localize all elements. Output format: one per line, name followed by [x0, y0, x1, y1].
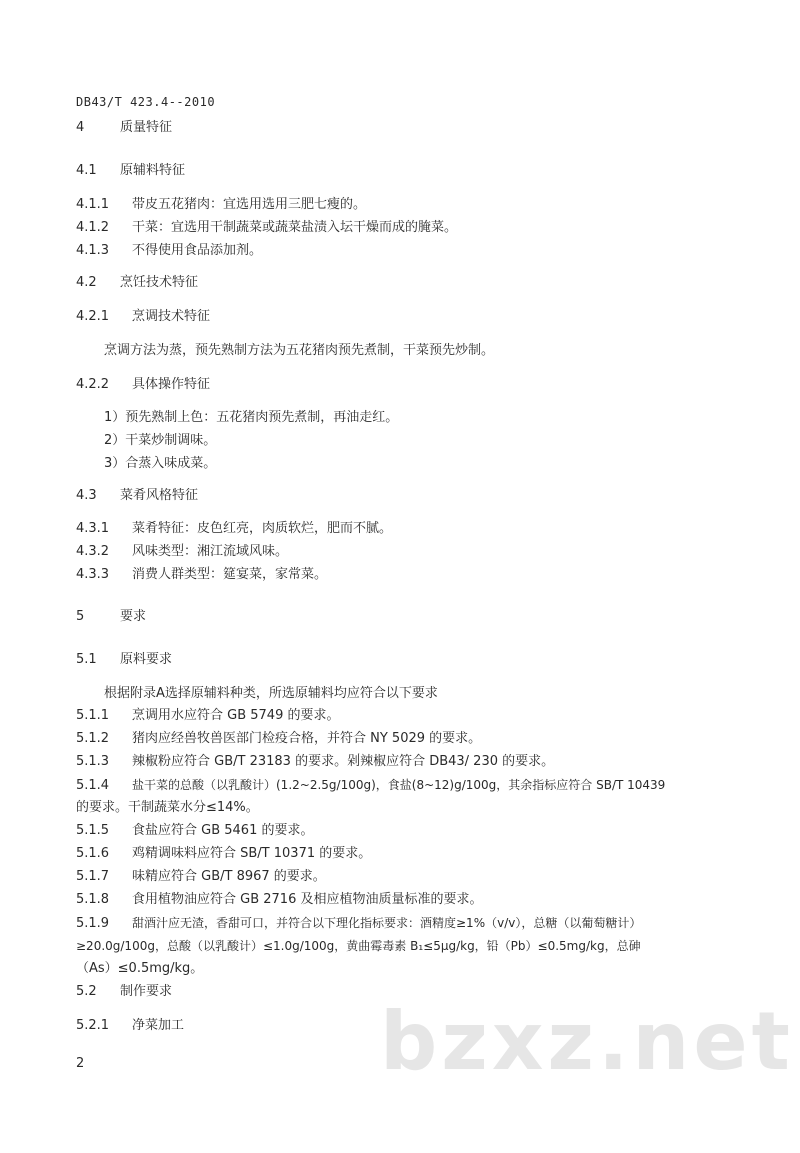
clause-number: 5.1.2: [76, 731, 110, 746]
clause-number: 5.2.1: [76, 1018, 110, 1033]
section-heading: [76, 984, 172, 1000]
clause-text: 带皮五花猪肉：宜选用选用三肥七瘦的。: [132, 197, 367, 212]
clause-text: 烹调技术特征: [132, 309, 211, 324]
watermark: bzxz.net: [380, 995, 794, 1088]
clause: [76, 521, 392, 537]
clause: [76, 754, 554, 770]
section-heading: [76, 275, 198, 291]
clause-continuation: 的要求。干制蔬菜水分≤14%。: [76, 800, 259, 815]
clause-number: 5.1.5: [76, 823, 110, 838]
clause-number: 4.1.2: [76, 220, 110, 235]
section-text: 菜肴风格特征: [120, 488, 199, 503]
clause-continuation: ≥20.0g/100g，总酸（以乳酸计）≤1.0g/100g，黄曲霉毒素 B₁≤5μg/kg，铅（Pb）≤0.5mg/kg，总砷: [76, 939, 641, 953]
clause-text: 鸡精调味料应符合 SB/T 10371 的要求。: [132, 846, 372, 861]
clause-text: 猪肉应经兽牧兽医部门检疫合格，并符合 NY 5029 的要求。: [132, 731, 482, 746]
section-number: 4.2: [76, 275, 97, 290]
list-item: 3）合蒸入味成菜。: [104, 456, 217, 471]
section-heading: [76, 488, 198, 504]
section-number: 4.3: [76, 488, 97, 503]
clause-number: 5.1.1: [76, 708, 110, 723]
clause-number: 4.2.2: [76, 377, 110, 392]
clause: [76, 731, 481, 747]
section-number: 4.1: [76, 163, 97, 178]
section-heading: [76, 120, 172, 136]
clause-text: 甜酒汁应无渣，香甜可口，并符合以下理化指标要求：酒精度≥1%（v/v），总糖（以葡萄糖计）: [132, 916, 642, 930]
section-text: 烹饪技术特征: [120, 275, 199, 290]
clause-text: 烹调用水应符合 GB 5749 的要求。: [132, 708, 340, 723]
clause-continuation: （As）≤0.5mg/kg。: [76, 961, 204, 976]
list-item: 2）干菜炒制调味。: [104, 433, 217, 448]
clause-text: 盐干菜的总酸（以乳酸计）(1.2~2.5g/100g)，食盐(8~12)g/100g，其余指标应符合 SB/T 10439: [132, 778, 666, 792]
clause: [76, 823, 313, 839]
clause-number: 5.1.6: [76, 846, 110, 861]
paragraph: 根据附录A选择原辅料种类，所选原辅料均应符合以下要求: [104, 686, 438, 701]
clause: [76, 708, 339, 724]
clause: [76, 915, 641, 932]
clause-text: 菜肴特征：皮色红亮，肉质软烂，肥而不腻。: [132, 521, 393, 536]
clause: [76, 892, 482, 908]
clause-number: 5.1.9: [76, 916, 110, 931]
section-number: 5: [76, 609, 85, 624]
clause-text: 不得使用食品添加剂。: [132, 243, 263, 258]
clause-text: 风味类型：湘江流域风味。: [132, 544, 289, 559]
document-header-code: DB43/T 423.4--2010: [76, 95, 216, 109]
subsection-heading: [76, 309, 210, 325]
clause-text: 味精应符合 GB/T 8967 的要求。: [132, 869, 326, 884]
clause-number: 5.1.8: [76, 892, 110, 907]
section-text: 要求: [120, 609, 147, 624]
section-text: 质量特征: [120, 120, 173, 135]
section-number: 5.2: [76, 984, 97, 999]
subsection-heading: [76, 1018, 184, 1034]
clause: [76, 869, 326, 885]
clause-text: 食用植物油应符合 GB 2716 及相应植物油质量标准的要求。: [132, 892, 483, 907]
clause-text: 消费人群类型：筵宴菜，家常菜。: [132, 567, 328, 582]
clause-number: 5.1.7: [76, 869, 110, 884]
clause: [76, 544, 288, 560]
section-number: 4: [76, 120, 85, 135]
section-heading: [76, 652, 172, 668]
section-text: 制作要求: [120, 984, 173, 999]
section-text: 原辅料特征: [120, 163, 186, 178]
clause-number: 5.1.3: [76, 754, 110, 769]
clause-text: 干菜：宜选用干制蔬菜或蔬菜盐渍入坛干燥而成的腌菜。: [132, 220, 458, 235]
clause-number: 5.1.4: [76, 778, 110, 793]
clause: [76, 197, 366, 213]
clause-number: 4.2.1: [76, 309, 110, 324]
section-text: 原料要求: [120, 652, 173, 667]
subsection-heading: [76, 377, 210, 393]
clause-text: 食盐应符合 GB 5461 的要求。: [132, 823, 314, 838]
clause: [76, 777, 665, 794]
clause: [76, 846, 371, 862]
clause-number: 4.3.1: [76, 521, 110, 536]
clause: [76, 220, 457, 236]
clause-number: 4.3.3: [76, 567, 110, 582]
clause-number: 4.1.3: [76, 243, 110, 258]
clause-text: 净菜加工: [132, 1018, 185, 1033]
section-heading: [76, 609, 146, 625]
clause-text: 具体操作特征: [132, 377, 211, 392]
clause-number: 4.1.1: [76, 197, 110, 212]
clause: [76, 567, 327, 583]
list-item: 1）预先熟制上色：五花猪肉预先煮制，再油走红。: [104, 410, 399, 425]
section-heading: [76, 163, 185, 179]
section-number: 5.1: [76, 652, 97, 667]
clause-number: 4.3.2: [76, 544, 110, 559]
page-number: 2: [76, 1056, 85, 1071]
clause: [76, 243, 262, 259]
paragraph: 烹调方法为蒸，预先熟制方法为五花猪肉预先煮制，干菜预先炒制。: [104, 343, 495, 358]
clause-text: 辣椒粉应符合 GB/T 23183 的要求。剁辣椒应符合 DB43/ 230 的要求。: [132, 754, 555, 769]
